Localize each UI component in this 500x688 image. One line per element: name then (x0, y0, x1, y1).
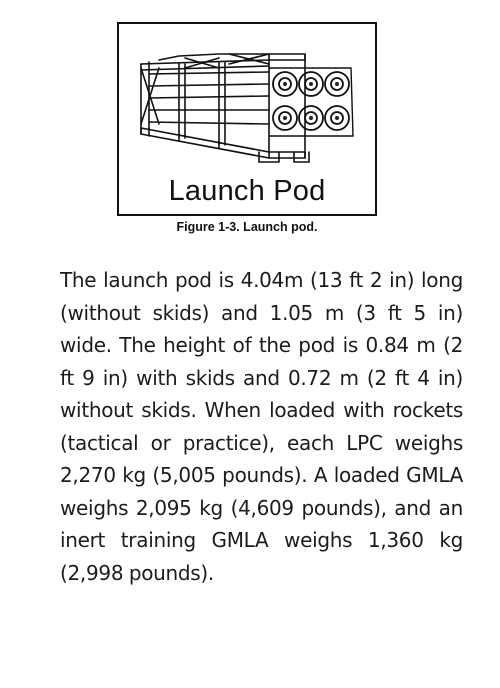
launch-pod-illustration (119, 24, 375, 174)
figure-title: Launch Pod (168, 175, 326, 207)
figure-caption: Figure 1-3. Launch pod. (176, 220, 318, 234)
figure-frame (117, 22, 377, 216)
body-paragraph: The launch pod is 4.04m (13 ft 2 in) long (without skids) and 1.05 m (3 ft 5 in) wide. The height of the pod is 0.84 m (2 ft 9 in) with skids and 0.72 m (2 ft 4 in) without skids. When loaded with rockets (tactical or practice), each LPC weighs 2,270 kg (5,005 pounds). A loaded GMLA weighs 2,095 kg (4,609 pounds), and an inert training GMLA weighs 1,360 kg (2,998 pounds). (60, 268, 463, 585)
